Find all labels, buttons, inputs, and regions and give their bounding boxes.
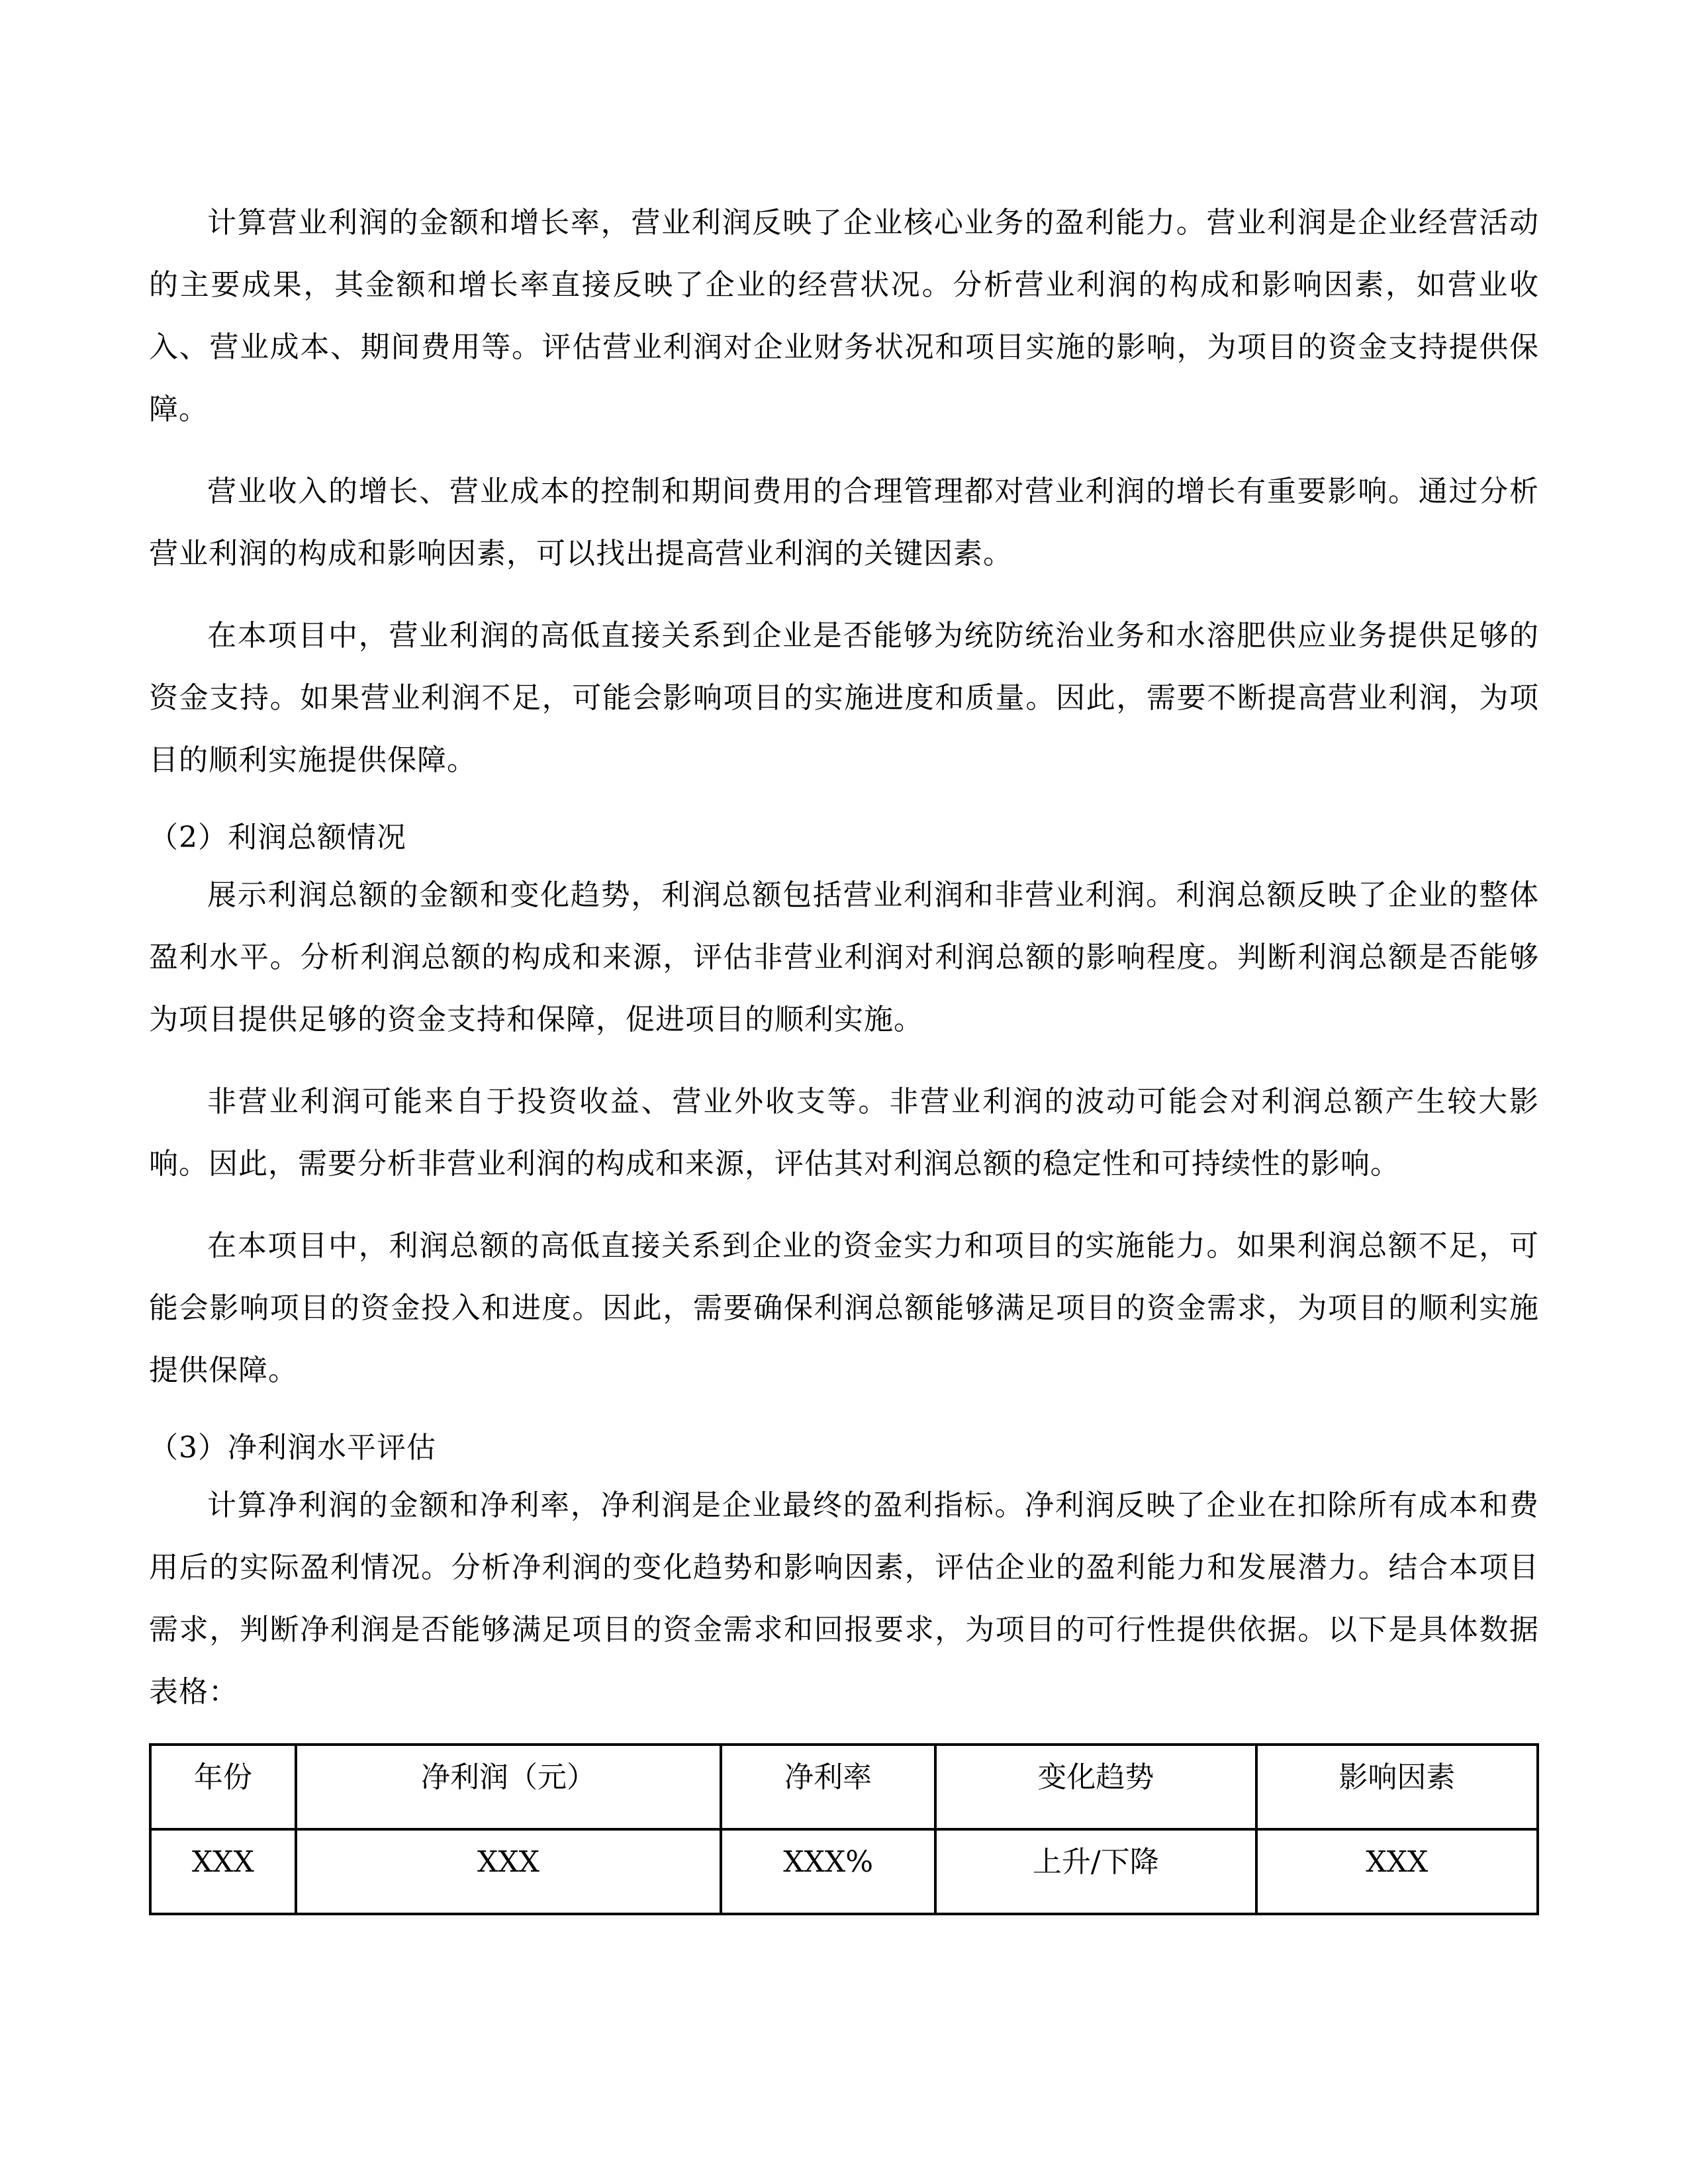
- header-trend: 变化趋势: [935, 1745, 1256, 1829]
- table-row: [150, 1829, 1538, 1914]
- paragraph-total-profit-project: 在本项目中，利润总额的高低直接关系到企业的资金实力和项目的实施能力。如果利润总额不足，可能会影响项目的资金投入和进度。因此，需要确保利润总额能够满足项目的资金需求，为项目的顺利实施提供保障。: [149, 1229, 1539, 1387]
- table-header-row: [150, 1745, 1538, 1829]
- cell-net-profit: XXX: [296, 1829, 722, 1914]
- cell-year: XXX: [150, 1829, 296, 1914]
- paragraph-operating-profit-project: 在本项目中，营业利润的高低直接关系到企业是否能够为统防统治业务和水溶肥供应业务提供足够的资金支持。如果营业利润不足，可能会影响项目的实施进度和质量。因此，需要不断提高营业利润，为项目的顺利实施提供保障。: [149, 619, 1539, 777]
- cell-factors: XXX: [1256, 1829, 1538, 1914]
- paragraph-total-profit-intro: 展示利润总额的金额和变化趋势，利润总额包括营业利润和非营业利润。利润总额反映了企业的整体盈利水平。分析利润总额的构成和来源，评估非营业利润对利润总额的影响程度。判断利润总额是否能够为项目提供足够的资金支持和保障，促进项目的顺利实施。: [149, 878, 1539, 1036]
- cell-trend: 上升/下降: [935, 1829, 1256, 1914]
- paragraph-non-operating-profit: 非营业利润可能来自于投资收益、营业外收支等。非营业利润的波动可能会对利润总额产生较大影响。因此，需要分析非营业利润的构成和来源，评估其对利润总额的稳定性和可持续性的影响。: [149, 1085, 1539, 1181]
- header-net-margin: 净利率: [721, 1745, 935, 1829]
- header-factors: 影响因素: [1256, 1745, 1538, 1829]
- cell-net-margin: XXX%: [721, 1829, 935, 1914]
- paragraph-net-profit-intro: 计算净利润的金额和净利率，净利润是企业最终的盈利指标。净利润反映了企业在扣除所有成本和费用后的实际盈利情况。分析净利润的变化趋势和影响因素，评估企业的盈利能力和发展潜力。结合本项目需求，判断净利润是否能够满足项目的资金需求和回报要求，为项目的可行性提供依据。以下是具体数据表格：: [149, 1488, 1539, 1709]
- header-year: 年份: [150, 1745, 296, 1829]
- paragraph-operating-profit-factors: 营业收入的增长、营业成本的控制和期间费用的合理管理都对营业利润的增长有重要影响。通过分析营业利润的构成和影响因素，可以找出提高营业利润的关键因素。: [149, 475, 1539, 570]
- net-profit-table: [149, 1743, 1539, 1915]
- section-heading-net-profit: （3）净利润水平评估: [149, 1431, 436, 1465]
- section-heading-total-profit: （2）利润总额情况: [149, 821, 406, 854]
- header-net-profit: 净利润（元）: [296, 1745, 722, 1829]
- paragraph-operating-profit-intro: 计算营业利润的金额和增长率，营业利润反映了企业核心业务的盈利能力。营业利润是企业经营活动的主要成果，其金额和增长率直接反映了企业的经营状况。分析营业利润的构成和影响因素，如营业收入、营业成本、期间费用等。评估营业利润对企业财务状况和项目实施的影响，为项目的资金支持提供保障。: [149, 206, 1539, 426]
- document-page: [149, 192, 1539, 1915]
